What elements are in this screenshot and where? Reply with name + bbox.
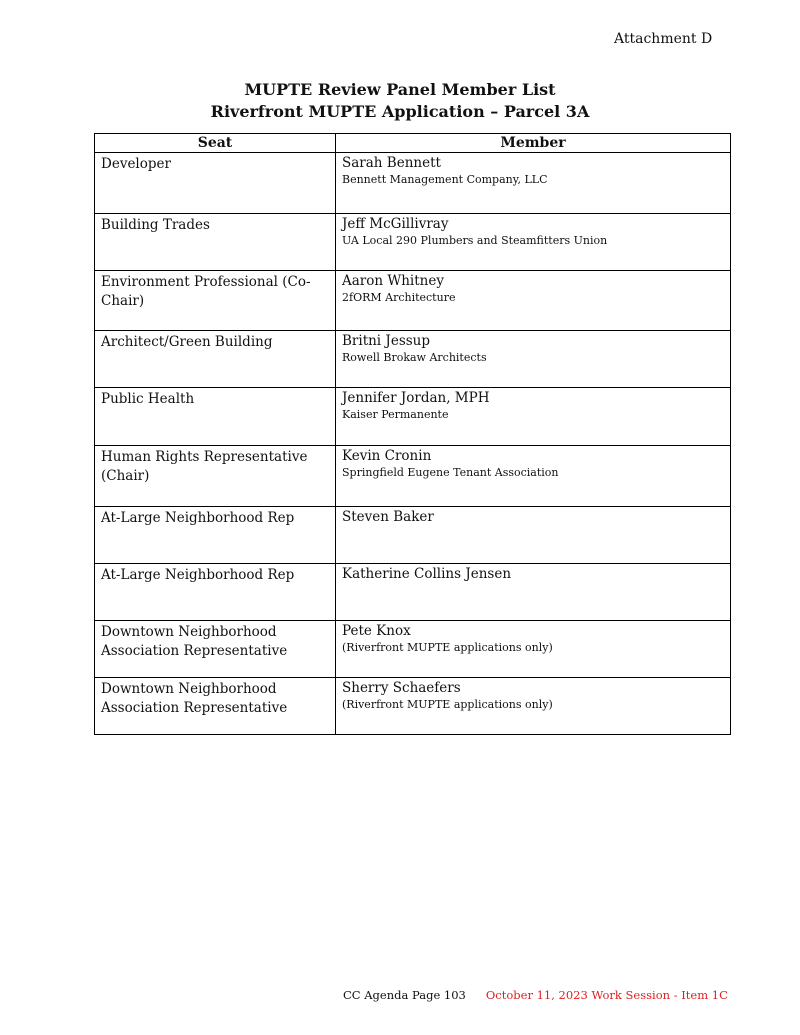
seat-label: At-Large Neighborhood Rep (101, 567, 295, 583)
member-organization: Rowell Brokaw Architects (342, 351, 487, 364)
member-name: Jeff McGillivray (342, 216, 449, 232)
member-cell (336, 271, 731, 331)
table-row (95, 564, 731, 621)
seat-column-header: Seat (95, 134, 336, 153)
table-row (95, 507, 731, 564)
document-title (0, 79, 800, 123)
member-name: Sarah Bennett (342, 155, 441, 171)
member-cell (336, 678, 731, 735)
member-name: Katherine Collins Jensen (342, 566, 512, 582)
seat-cell (95, 507, 336, 564)
seat-label: Human Rights Representative (Chair) (101, 449, 308, 484)
member-cell (336, 214, 731, 271)
title-line-1: MUPTE Review Panel Member List (244, 80, 556, 99)
table-row (95, 331, 731, 388)
member-cell (336, 621, 731, 678)
member-organization: Kaiser Permanente (342, 408, 449, 421)
seat-cell (95, 678, 336, 735)
seat-label: Building Trades (101, 217, 210, 233)
member-cell (336, 331, 731, 388)
member-name: Britni Jessup (342, 333, 431, 349)
table-row (95, 621, 731, 678)
table-row (95, 388, 731, 446)
work-session-reference: October 11, 2023 Work Session - Item 1C (485, 988, 728, 1002)
member-name: Jennifer Jordan, MPH (342, 390, 490, 406)
member-name: Pete Knox (342, 623, 411, 639)
member-organization: 2fORM Architecture (342, 291, 456, 304)
member-cell (336, 388, 731, 446)
title-line-2: Riverfront MUPTE Application – Parcel 3A (210, 102, 590, 121)
member-organization: (Riverfront MUPTE applications only) (342, 641, 553, 654)
member-name: Sherry Schaefers (342, 680, 461, 696)
seat-label: Architect/Green Building (101, 334, 273, 350)
table-row (95, 446, 731, 507)
table-header-row (95, 134, 731, 153)
member-organization: UA Local 290 Plumbers and Steamfitters Union (342, 234, 608, 247)
table-row (95, 153, 731, 214)
seat-label: Environment Professional (Co-Chair) (101, 274, 311, 309)
member-organization: (Riverfront MUPTE applications only) (342, 698, 553, 711)
seat-cell (95, 331, 336, 388)
member-column-header: Member (336, 134, 731, 153)
seat-label: Public Health (101, 391, 195, 407)
seat-cell (95, 621, 336, 678)
seat-cell (95, 564, 336, 621)
table-row (95, 678, 731, 735)
member-name: Steven Baker (342, 509, 434, 525)
seat-cell (95, 271, 336, 331)
seat-label: At-Large Neighborhood Rep (101, 510, 295, 526)
member-name: Aaron Whitney (342, 273, 444, 289)
seat-label: Downtown Neighborhood Association Representative (101, 681, 288, 716)
attachment-label: Attachment D (614, 31, 713, 47)
member-table (94, 133, 731, 735)
seat-cell (95, 214, 336, 271)
member-organization: Bennett Management Company, LLC (342, 173, 548, 186)
seat-label: Downtown Neighborhood Association Representative (101, 624, 288, 659)
member-cell (336, 564, 731, 621)
member-cell (336, 507, 731, 564)
member-name: Kevin Cronin (342, 448, 432, 464)
member-cell (336, 153, 731, 214)
seat-cell (95, 153, 336, 214)
page-footer (343, 988, 728, 1003)
seat-cell (95, 388, 336, 446)
agenda-page-number: CC Agenda Page 103 (343, 988, 466, 1002)
seat-cell (95, 446, 336, 507)
table-row (95, 214, 731, 271)
member-cell (336, 446, 731, 507)
seat-label: Developer (101, 156, 171, 172)
table-row (95, 271, 731, 331)
member-organization: Springfield Eugene Tenant Association (342, 466, 559, 479)
